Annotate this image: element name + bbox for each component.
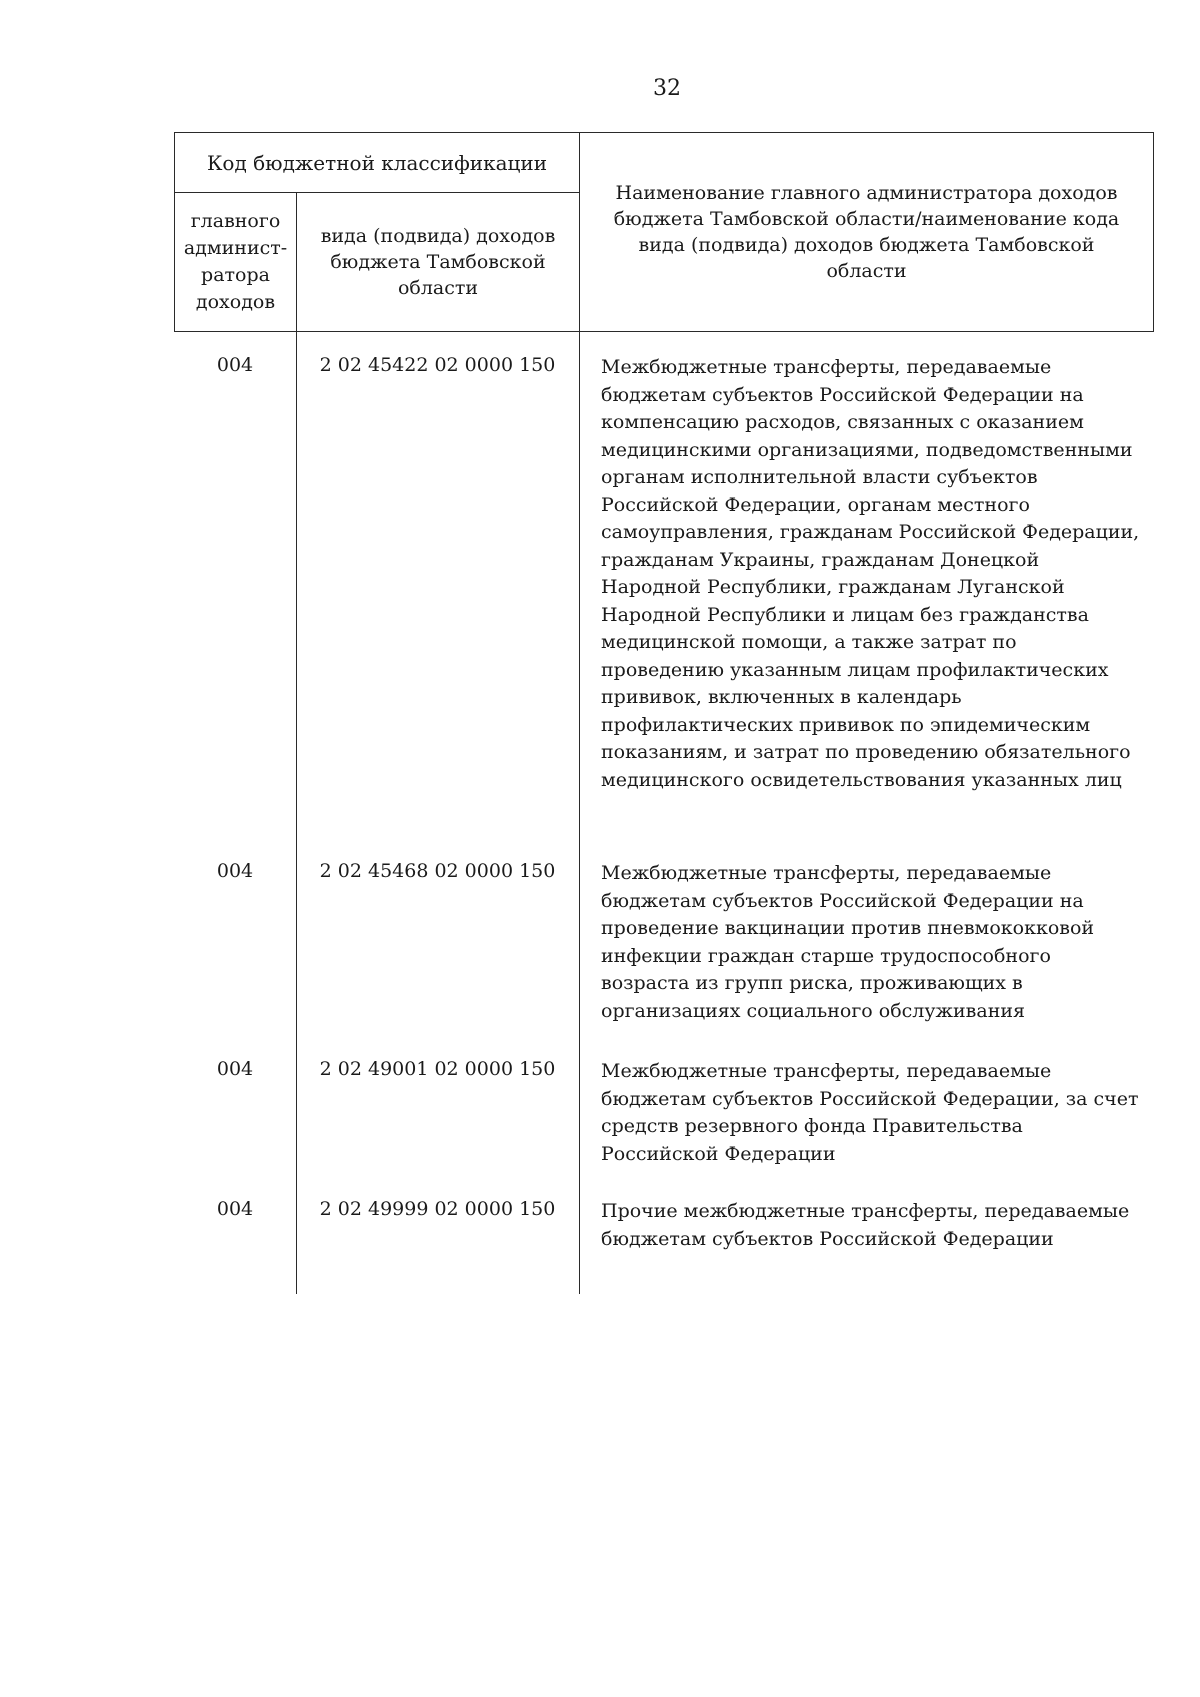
revenue-code-cell: 2 02 49001 02 0000 150 [319,1058,556,1080]
revenue-name-cell: Межбюджетные трансферты, передаваемые бюджетам субъектов Российской Федерации на компенсацию расходов, связанных с оказанием медицинскими организациями, подведомственными органам исполнительной власти субъектов Российской Федерации, органам местного самоуправления, гражданам Российской Федерации, гражданам Украины, гражданам Донецкой Народной Республики, гражданам Луганской Народной Республики и лицам без гражданства медицинской помощи, а также затрат по проведению указанным лицам профилактических прививок, включенных в календарь профилактических прививок по эпидемическим показаниям, и затрат по проведению обязательного медицинского освидетельствования указанных лиц [601,356,1140,791]
admin-code-cell: 004 [216,354,254,376]
header-revenue-type-code: вида (подвида) доходов бюджета Тамбовской области [297,193,580,331]
revenue-code-cell: 2 02 49999 02 0000 150 [319,1198,556,1220]
admin-code-cell: 004 [216,1058,254,1080]
column-divider-1 [296,332,297,1294]
header-budget-classification-code: Код бюджетной классификации [175,133,580,193]
revenue-name-cell: Межбюджетные трансферты, передаваемые бюджетам субъектов Российской Федерации, за счет средств резервного фонда Правительства Российской Федерации [601,1060,1139,1165]
admin-code-cell: 004 [216,1198,254,1220]
page-number: 32 [653,76,681,101]
header-name: Наименование главного администратора доходов бюджета Тамбовской области/наименование кода вида (подвида) доходов бюджета Тамбовской области [613,182,1120,282]
revenue-code-cell: 2 02 45468 02 0000 150 [319,860,556,882]
column-divider-2 [579,332,580,1294]
admin-code-cell: 004 [216,860,254,882]
revenue-name-cell: Прочие межбюджетные трансферты, передаваемые бюджетам субъектов Российской Федерации [601,1200,1130,1250]
revenue-code-cell: 2 02 45422 02 0000 150 [319,354,556,376]
table-header [174,132,1154,332]
header-chief-administrator: главного админист-ратора доходов [175,193,297,331]
revenue-name-cell: Межбюджетные трансферты, передаваемые бюджетам субъектов Российской Федерации на проведение вакцинации против пневмококковой инфекции граждан старше трудоспособного возраста из групп риска, проживающих в организациях социального обслуживания [601,862,1095,1022]
